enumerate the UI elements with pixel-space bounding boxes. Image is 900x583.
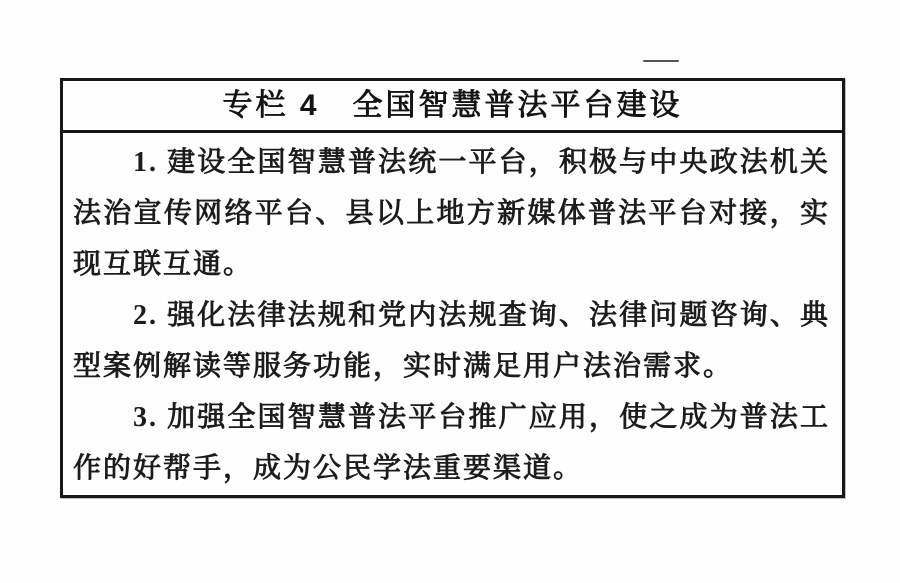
paragraph-2-line-1: 2. 强化法律法规和党内法规查询、法律问题咨询、典 bbox=[133, 300, 830, 331]
paragraph-1-line-3: 现互联互通。 bbox=[73, 249, 254, 280]
paragraph-3-line-2: 作的好帮手，成为公民学法重要渠道。 bbox=[73, 453, 584, 484]
paragraph-2-line-2: 型案例解读等服务功能，实时满足用户法治需求。 bbox=[73, 351, 734, 382]
paragraph-1-line-1: 1. 建设全国智慧普法统一平台，积极与中央政法机关 bbox=[133, 147, 830, 178]
paragraph-1-line-2: 法治宣传网络平台、县以上地方新媒体普法平台对接，实 bbox=[73, 198, 830, 229]
paragraph-3-line-1: 3. 加强全国智慧普法平台推广应用，使之成为普法工 bbox=[133, 402, 830, 433]
scan-speckle bbox=[643, 60, 679, 62]
callout-box bbox=[60, 78, 845, 498]
callout-body bbox=[63, 133, 842, 494]
callout-title: 专栏 4 全国智慧普法平台建设 bbox=[63, 81, 842, 133]
